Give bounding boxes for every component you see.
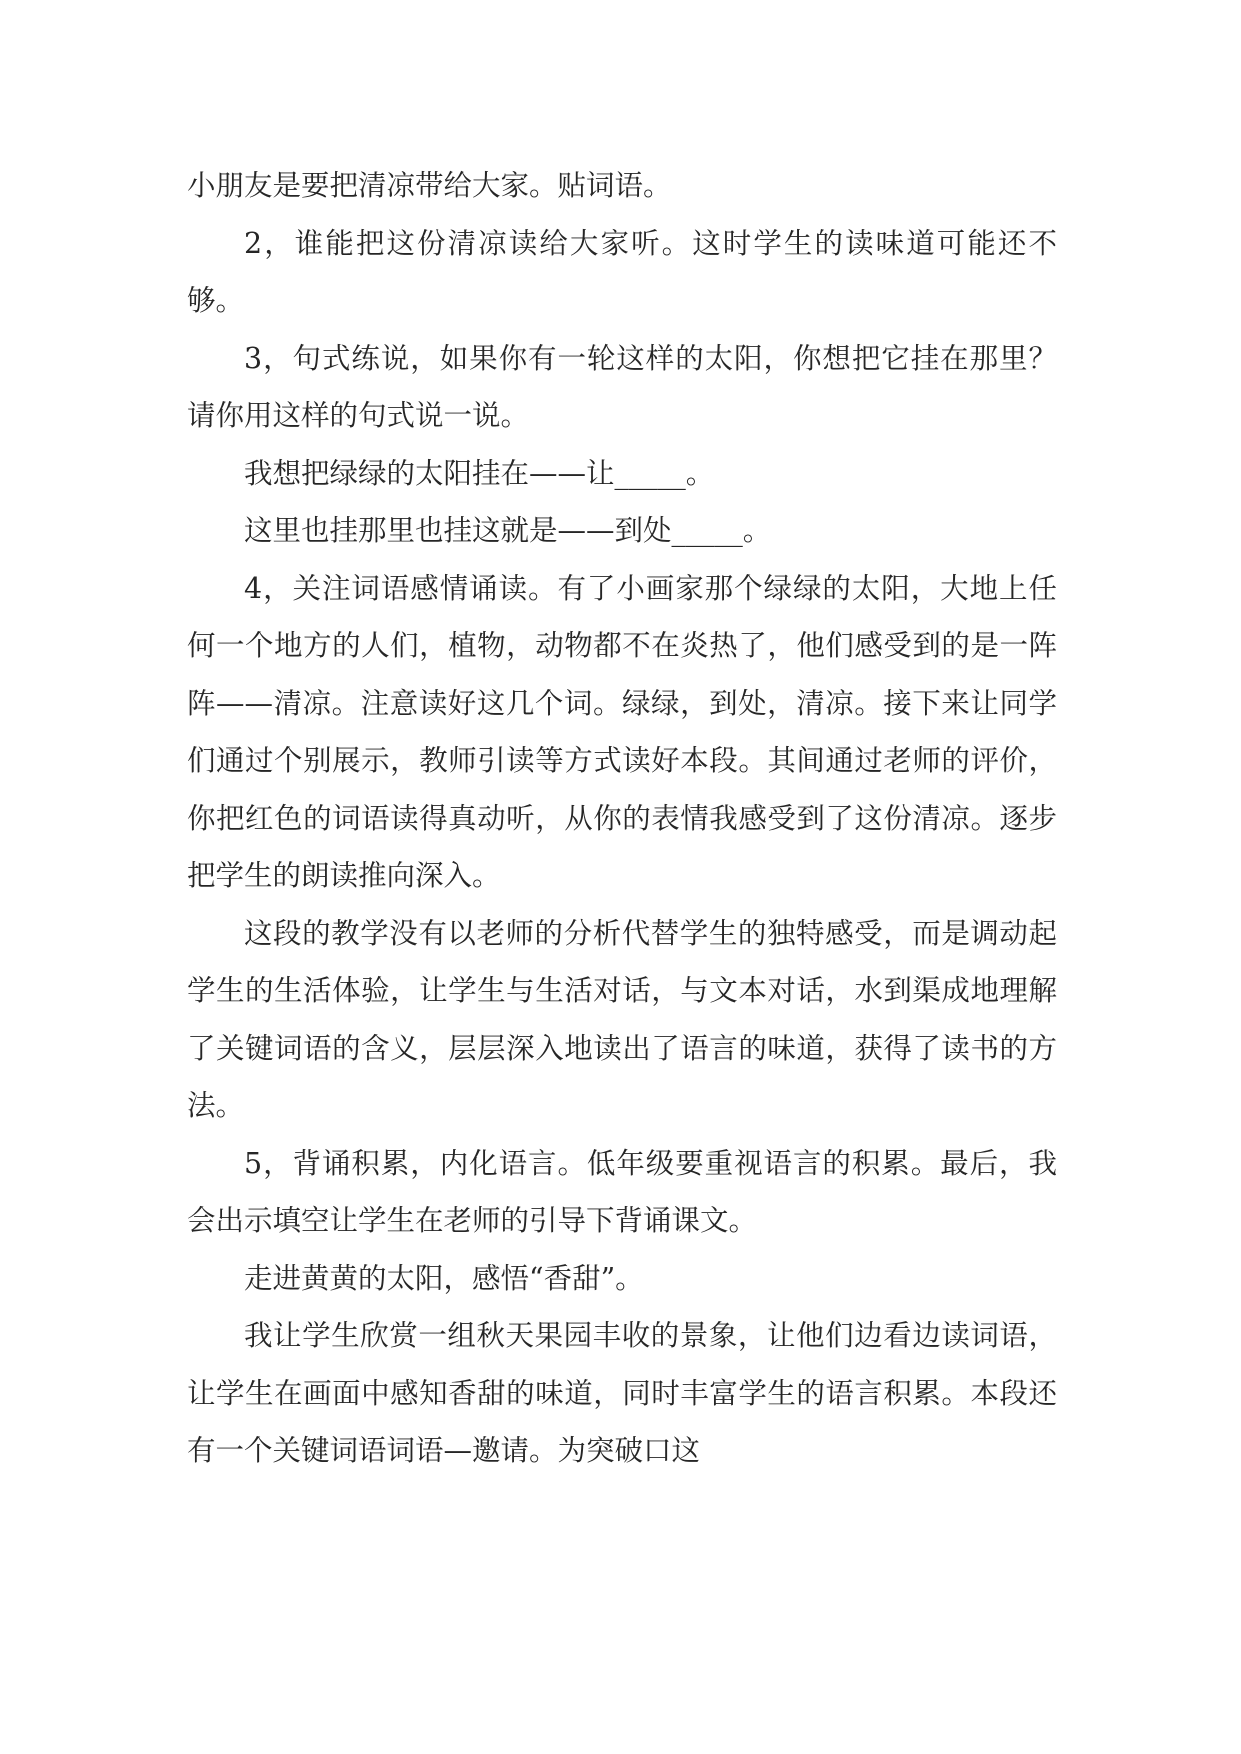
paragraph-step-4: 4，关注词语感情诵读。有了小画家那个绿绿的太阳，大地上任何一个地方的人们，植物，动物都不在炎热了，他们感受到的是一阵阵——清凉。注意读好这几个词。绿绿，到处，清凉。接下来让同学们通过个别展示，教师引读等方式读好本段。其间通过老师的评价，你把红色的词语读得真动听，从你的表情我感受到了这份清凉。逐步把学生的朗读推向深入。: [187, 571, 1057, 892]
paragraph-step-5: 5，背诵积累，内化语言。低年级要重视语言的积累。最后，我会出示填空让学生在老师的引导下背诵课文。: [187, 1146, 1057, 1237]
paragraph-sentence-pattern-2: 这里也挂那里也挂这就是——到处_____。: [244, 514, 772, 547]
document-body: [187, 157, 1057, 1480]
paragraph-autumn-orchard: 我让学生欣赏一组秋天果园丰收的景象，让他们边看边读词语，让学生在画面中感知香甜的味道，同时丰富学生的语言积累。本段还有一个关键词语词语—邀请。为突破口这: [187, 1319, 1057, 1467]
paragraph-sentence-pattern-1: 我想把绿绿的太阳挂在——让_____。: [244, 456, 715, 490]
paragraph-step-2: 2，谁能把这份清凉读给大家听。这时学生的读味道可能还不够。: [187, 226, 1057, 317]
paragraph-step-3: 3，句式练说，如果你有一轮这样的太阳，你想把它挂在那里？请你用这样的句式说一说。: [187, 341, 1057, 432]
paragraph-teaching-reflection: 这段的教学没有以老师的分析代替学生的独特感受，而是调动起学生的生活体验，让学生与生活对话，与文本对话，水到渠成地理解了关键词语的含义，层层深入地读出了语言的味道，获得了读书的方法。: [187, 916, 1057, 1122]
paragraph-continuation: 小朋友是要把清凉带给大家。贴词语。: [187, 169, 672, 202]
paragraph-section-heading: 走进黄黄的太阳，感悟“香甜”。: [244, 1261, 644, 1295]
